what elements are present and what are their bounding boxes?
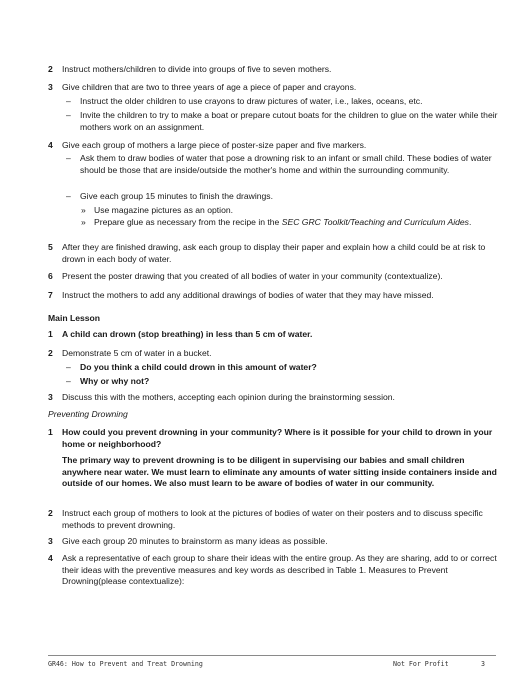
step-number: 4 bbox=[48, 553, 53, 563]
step-number: 1 bbox=[48, 329, 53, 339]
question-text: Do you think a child could drown in this amount of water? bbox=[80, 362, 317, 372]
step-number: 3 bbox=[48, 82, 53, 92]
step-text: Present the poster drawing that you created of all bodies of water in your community (contextualize). bbox=[62, 271, 443, 281]
step-number: 3 bbox=[48, 392, 53, 402]
sub-bullet-item bbox=[81, 205, 494, 217]
step-text: After they are finished drawing, ask each group to display their paper and explain how a child could be at risk to drown in each body of water. bbox=[62, 242, 486, 264]
step-number: 2 bbox=[48, 64, 53, 74]
step-text: Demonstrate 5 cm of water in a bucket. bbox=[62, 348, 212, 358]
footer-note: Not For Profit bbox=[393, 660, 449, 668]
step-number: 5 bbox=[48, 242, 53, 252]
list-item bbox=[48, 329, 502, 341]
dash-bullet-icon: – bbox=[66, 362, 71, 372]
bullet-item bbox=[66, 191, 500, 203]
step-text: A child can drown (stop breathing) in less than 5 cm of water. bbox=[62, 329, 313, 339]
step-number: 7 bbox=[48, 290, 53, 300]
bullet-item bbox=[66, 110, 500, 133]
footer-title: GR46: How to Prevent and Treat Drowning bbox=[48, 660, 203, 668]
question-text: Why or why not? bbox=[80, 376, 150, 386]
footer-divider bbox=[48, 655, 496, 656]
bullet-text: Ask them to draw bodies of water that pose a drowning risk to an infant or small child. These bodies of water should be those that are inside/outside the mother's home and within the surrounding community. bbox=[80, 153, 492, 175]
bullet-text: Instruct the older children to use crayons to draw pictures of water, i.e., lakes, oceans, etc. bbox=[80, 96, 423, 106]
list-item bbox=[48, 64, 502, 76]
list-item bbox=[48, 536, 502, 548]
chevron-bullet-icon: » bbox=[81, 205, 86, 215]
dash-bullet-icon: – bbox=[66, 110, 71, 120]
step-text: Ask a representative of each group to share their ideas with the entire group. As they are sharing, add to or correct their ideas with the preventive measures and key words as described in Table 1. Measures to Prevent Drowning(please contextualize): bbox=[62, 553, 497, 587]
list-item bbox=[48, 140, 502, 152]
step-text: Give children that are two to three years of age a piece of paper and crayons. bbox=[62, 82, 357, 92]
bullet-item bbox=[66, 362, 500, 374]
sub-bullet-item bbox=[81, 217, 494, 229]
question-text: How could you prevent drowning in your community? Where is it possible for your child to drown in your home or neighborhood? bbox=[62, 427, 493, 449]
list-item bbox=[48, 271, 502, 283]
list-item bbox=[48, 290, 502, 302]
bullet-item bbox=[66, 96, 500, 108]
step-text: Instruct each group of mothers to look at the pictures of bodies of water on their posters and to discuss specific methods to prevent drowning. bbox=[62, 508, 483, 530]
step-number: 6 bbox=[48, 271, 53, 281]
dash-bullet-icon: – bbox=[66, 376, 71, 386]
step-number: 1 bbox=[48, 427, 53, 437]
toolkit-reference: SEC GRC Toolkit/Teaching and Curriculum Aides bbox=[281, 217, 469, 227]
list-item bbox=[48, 553, 502, 588]
sub-bullet-text-prefix: Prepare glue as necessary from the recipe in the bbox=[94, 217, 282, 227]
chevron-bullet-icon: » bbox=[81, 217, 86, 227]
subsection-heading: Preventing Drowning bbox=[48, 409, 128, 419]
list-item bbox=[48, 392, 502, 404]
dash-bullet-icon: – bbox=[66, 191, 71, 201]
step-number: 2 bbox=[48, 348, 53, 358]
list-item bbox=[48, 242, 502, 265]
step-text: Instruct the mothers to add any additional drawings of bodies of water that they may have missed. bbox=[62, 290, 434, 300]
section-heading: Main Lesson bbox=[48, 313, 101, 323]
step-number: 4 bbox=[48, 140, 53, 150]
list-item bbox=[48, 508, 502, 531]
list-item bbox=[48, 348, 502, 360]
list-item bbox=[48, 82, 502, 94]
step-text: Give each group 20 minutes to brainstorm as many ideas as possible. bbox=[62, 536, 328, 546]
step-number: 3 bbox=[48, 536, 53, 546]
page-number: 3 bbox=[481, 660, 485, 668]
bullet-text: Invite the children to try to make a boat or prepare cutout boats for the children to glue on the water while their mothers work on an assignment. bbox=[80, 110, 498, 132]
step-number: 2 bbox=[48, 508, 53, 518]
dash-bullet-icon: – bbox=[66, 153, 71, 163]
sub-bullet-text: Use magazine pictures as an option. bbox=[94, 205, 234, 215]
dash-bullet-icon: – bbox=[66, 96, 71, 106]
sub-bullet-text-suffix: . bbox=[468, 217, 472, 227]
bullet-item bbox=[66, 153, 500, 176]
answer-paragraph: The primary way to prevent drowning is to be diligent in supervising our babies and small children anywhere near water. We must learn to eliminate any amounts of water sitting inside containers inside and outside of our homes. We also must learn to be aware of bodies of water in our community. bbox=[62, 455, 497, 489]
list-item bbox=[48, 427, 502, 450]
step-text: Instruct mothers/children to divide into groups of five to seven mothers. bbox=[62, 64, 332, 74]
bullet-item bbox=[66, 376, 500, 388]
step-text: Give each group of mothers a large piece of poster-size paper and five markers. bbox=[62, 140, 367, 150]
bullet-text: Give each group 15 minutes to finish the drawings. bbox=[80, 191, 273, 201]
step-text: Discuss this with the mothers, accepting each opinion during the brainstorming session. bbox=[62, 392, 395, 402]
